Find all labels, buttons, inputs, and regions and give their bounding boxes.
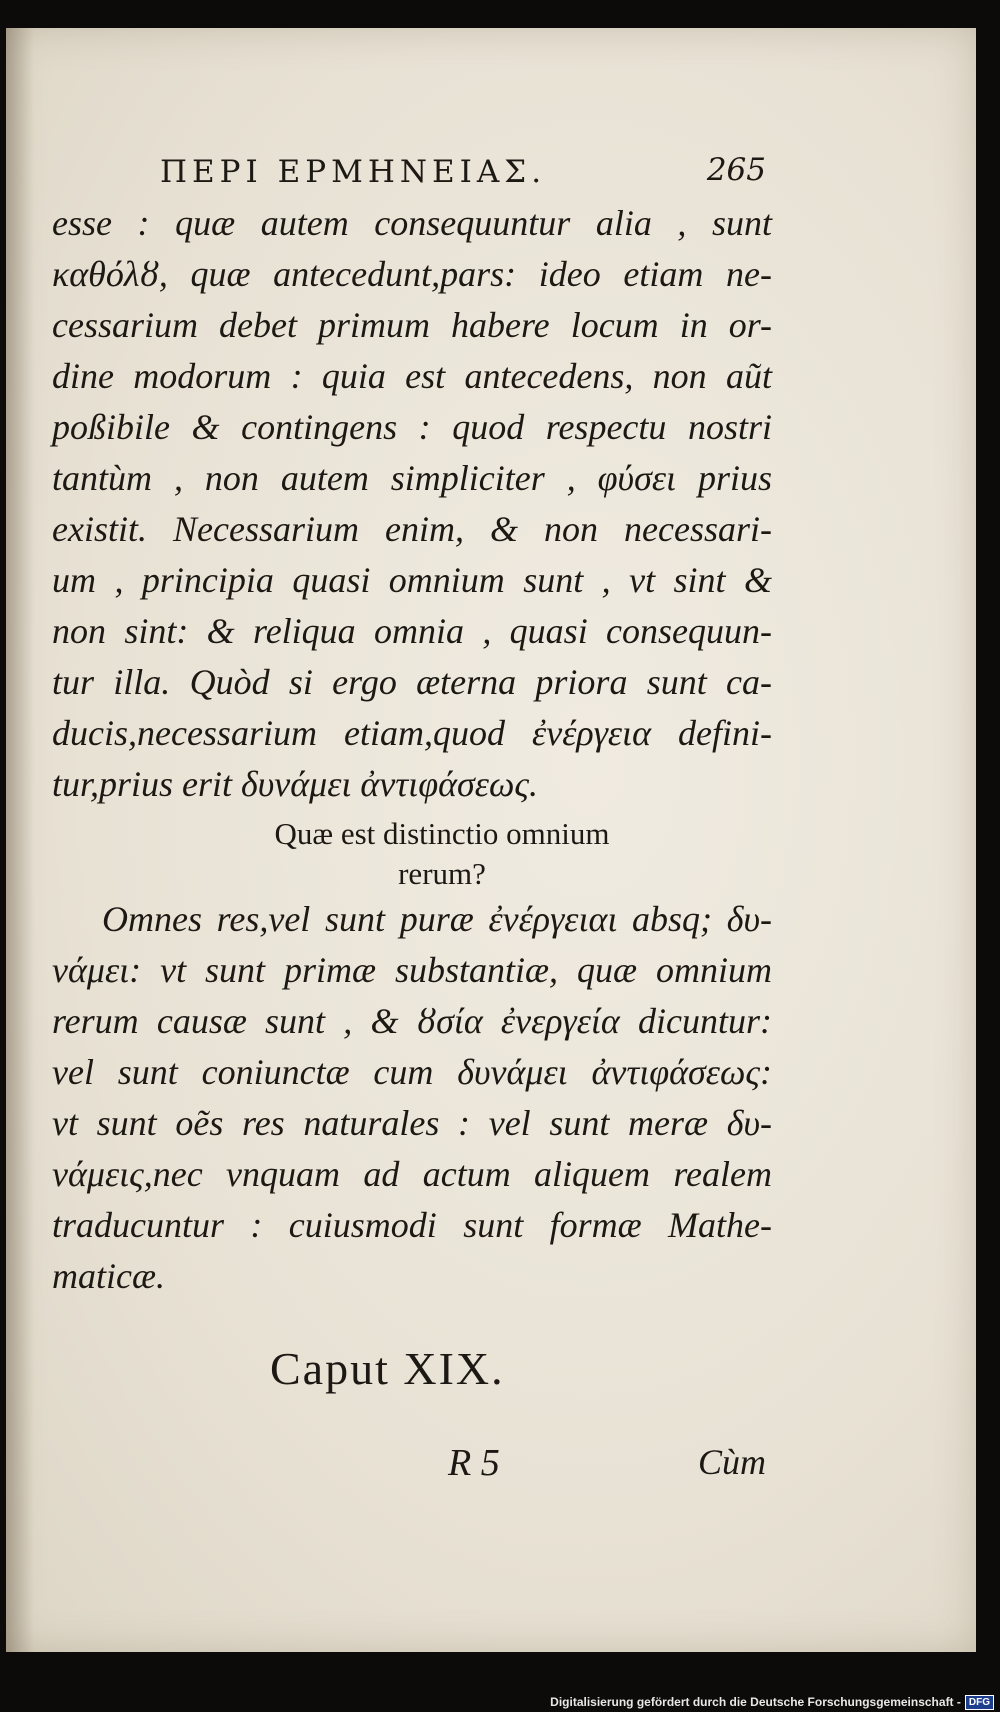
signature-mark: R 5: [448, 1442, 500, 1484]
text-line: non sint: & reliqua omnia , quasi consequun-: [52, 611, 772, 651]
text-line: Omnes res,vel sunt puræ ἐνέργειαι absq; δυ-: [102, 899, 772, 939]
book-page: [6, 28, 976, 1652]
dfg-logo: DFG: [965, 1695, 994, 1710]
running-head-title: ΠΕΡΙ ΕΡΜΗΝΕΙΑΣ.: [160, 154, 547, 190]
paragraph-2: [52, 894, 772, 1302]
text-line: tantùm , non autem simpliciter , φύσει prius: [52, 458, 772, 498]
catchword: Cùm: [697, 1442, 766, 1482]
text-line: cessarium debet primum habere locum in or-: [52, 305, 772, 345]
text-line: ducis,necessarium etiam,quod ἐνέργεια defini-: [52, 713, 772, 753]
credit-text: Digitalisierung gefördert durch die Deutsche Forschungsgemeinschaft -: [550, 1695, 961, 1709]
text-line: vt sunt oẽs res naturales : vel sunt meræ δυ-: [52, 1103, 772, 1143]
text-line: dine modorum : quia est antecedens, non aũt: [52, 356, 772, 396]
digitization-credit-bar: [0, 1692, 1000, 1712]
text-line: καθόλȣ, quæ antecedunt,pars: ideo etiam ne-: [52, 254, 772, 294]
paragraph-1: [52, 198, 772, 810]
page-footer: [52, 1441, 772, 1501]
text-block: [52, 138, 772, 1501]
subheading-line: rerum?: [398, 856, 486, 891]
text-line: νάμεις,nec vnquam ad actum aliquem realem: [52, 1154, 772, 1194]
text-line: um , principia quasi omnium sunt , vt sint &: [52, 560, 772, 600]
text-line: traducuntur : cuiusmodi sunt formæ Mathe-: [52, 1205, 772, 1245]
text-line: poßibile & contingens : quod respectu nostri: [52, 407, 772, 447]
text-line: rerum causæ sunt , & ȣσία ἐνεργεία dicuntur:: [52, 1001, 772, 1041]
text-line: vel sunt coniunctæ cum δυνάμει ἀντιφάσεως:: [52, 1052, 772, 1092]
section-question-heading: [52, 814, 772, 894]
text-line: tur illa. Quòd si ergo æterna priora sunt ca-: [52, 662, 772, 702]
subheading-line: Quæ est distinctio omnium: [274, 816, 610, 851]
text-line: νάμει: vt sunt primæ substantiæ, quæ omnium: [52, 950, 772, 990]
text-line: esse : quæ autem consequuntur alia , sunt: [52, 203, 772, 243]
text-line: existit. Necessarium enim, & non necessari-: [52, 509, 772, 549]
chapter-heading: Caput XIX.: [270, 1343, 505, 1394]
running-head: [52, 138, 772, 198]
text-line: tur,prius erit δυνάμει ἀντιφάσεως.: [52, 764, 538, 804]
spine-shadow: [6, 28, 34, 1652]
text-line: maticæ.: [52, 1256, 165, 1296]
page-number: 265: [706, 152, 766, 188]
